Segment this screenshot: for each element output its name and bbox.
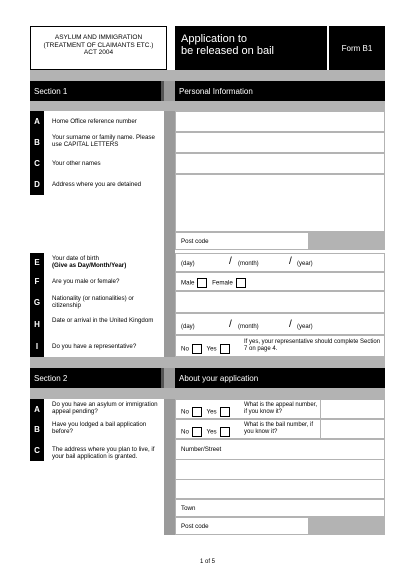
appeal-no-checkbox[interactable] [192,407,202,417]
row-letter-h: H [30,313,44,335]
bail-number-prompt: What is the bail number, if you know it? [244,422,314,435]
bail-field [175,419,385,439]
row-letter-b: B [30,132,44,153]
rep-note: If yes, your representative should complete Section 7 on page 4. [244,339,381,352]
personal-info-title: Personal Information [179,86,253,96]
appeal-yes-label: Yes [206,408,217,416]
street-label: Number/Street [181,446,222,453]
section1-vbar [164,81,175,357]
act-line1: ASYLUM AND IMMIGRATION [54,34,143,41]
row-letter-a: A [30,111,44,132]
representative-field [175,335,385,357]
label-bail-before: Have you lodged a bail application before? [52,421,147,435]
section1-right-header [175,81,385,101]
header-act-box [30,26,167,70]
s2-row-letter-c: C [30,439,44,461]
act-line2: (TREATMENT OF CLAIMANTS ETC.) [43,41,154,49]
female-label: Female [212,279,233,287]
label-dob [52,255,162,269]
appeal-field [175,399,385,419]
planned-postcode-gray-block [309,517,385,535]
dob-slash-2: / [289,256,292,267]
row-letter-g: G [30,291,44,313]
dob-slash-1: / [229,256,232,267]
rep-no-checkbox[interactable] [192,344,202,354]
arrival-slash-1: / [229,319,232,330]
row-letter-d: D [30,174,44,195]
section1-header [30,81,161,101]
sex-field [175,272,385,291]
label-detained-address: Address where you are detained [52,181,142,188]
label-nationality: Nationality (or nationalities) or citizenship [52,295,134,309]
appeal-number-field[interactable] [320,400,321,418]
arrival-month: (month) [238,324,259,330]
row-letter-f: F [30,272,44,291]
postcode-gray-block [309,232,385,250]
home-office-ref-field[interactable] [175,111,385,132]
dob-month: (month) [238,261,259,267]
dob-year: (year) [297,261,313,267]
other-names-field[interactable] [175,153,385,174]
s2-row-letter-a: A [30,399,44,419]
rep-yes-label: Yes [206,345,217,353]
about-application-title: About your application [179,373,259,383]
section1-gap [30,101,385,111]
act-line3: ACT 2004 [83,49,114,56]
row-letter-c: C [30,153,44,174]
label-arrival: Date or arrival in the United Kingdom [52,317,154,324]
bail-number-field[interactable] [320,420,321,438]
arrival-year: (year) [297,324,313,330]
town-field[interactable] [175,499,385,517]
dob-line2: (Give as Day/Month/Year) [52,262,127,269]
row-letter-i: I [30,335,44,357]
label-surname: Your surname or family name. Please use CAPITAL LETTERS [52,134,155,148]
row-letter-e: E [30,253,44,272]
label-sex: Are you male or female? [52,278,120,285]
street-line-1 [176,459,384,460]
appeal-yes-checkbox[interactable] [220,407,230,417]
form-title-line2: be released on bail [181,45,274,57]
header-gray-band [30,70,385,81]
dob-line1: Your date of birth [52,255,99,262]
sections-gray-band [30,357,385,368]
arrival-date-field[interactable] [175,313,385,335]
bail-no-label: No [181,428,189,436]
s2-row-letter-b: B [30,419,44,439]
postcode-label: Post code [181,238,209,245]
detained-address-field[interactable] [175,174,385,232]
dob-day: (day) [181,261,195,267]
appeal-number-prompt: What is the appeal number, if you know it? [244,402,318,415]
label-planned-address: The address where you plan to live, if your bail application is granted. [52,446,155,460]
male-label: Male [181,279,195,287]
label-home-office-ref: Home Office reference number [52,118,137,125]
section2-header [30,368,161,388]
male-checkbox[interactable] [197,278,207,288]
section2-right-header [175,368,385,388]
dob-field[interactable] [175,253,385,272]
label-appeal-pending: Do you have an asylum or immigration appeal pending? [52,401,158,415]
section2-gap [30,388,385,399]
rep-no-label: No [181,345,189,353]
label-representative: Do you have a representative? [52,343,137,350]
female-checkbox[interactable] [236,278,246,288]
rep-yes-checkbox[interactable] [220,344,230,354]
bail-yes-checkbox[interactable] [220,427,230,437]
arrival-slash-2: / [289,319,292,330]
arrival-day: (day) [181,324,195,330]
page-number: 1 of 5 [199,559,215,565]
planned-postcode-label: Post code [181,523,209,530]
detained-postcode-field[interactable] [175,232,309,250]
street-line-2 [176,479,384,480]
appeal-no-label: No [181,408,189,416]
header-title-box [175,26,327,70]
bail-no-checkbox[interactable] [192,427,202,437]
surname-field[interactable] [175,132,385,153]
form-title-line1: Application to [181,33,248,45]
form-id-box [329,26,385,70]
street-field[interactable] [175,439,385,499]
section2-title: Section 2 [34,373,68,383]
section1-title: Section 1 [34,86,68,96]
planned-postcode-field[interactable] [175,517,309,535]
town-label: Town [181,505,196,512]
form-id: Form B1 [341,43,373,53]
label-other-names: Your other names [52,160,101,167]
bail-yes-label: Yes [206,428,217,436]
nationality-field[interactable] [175,291,385,313]
